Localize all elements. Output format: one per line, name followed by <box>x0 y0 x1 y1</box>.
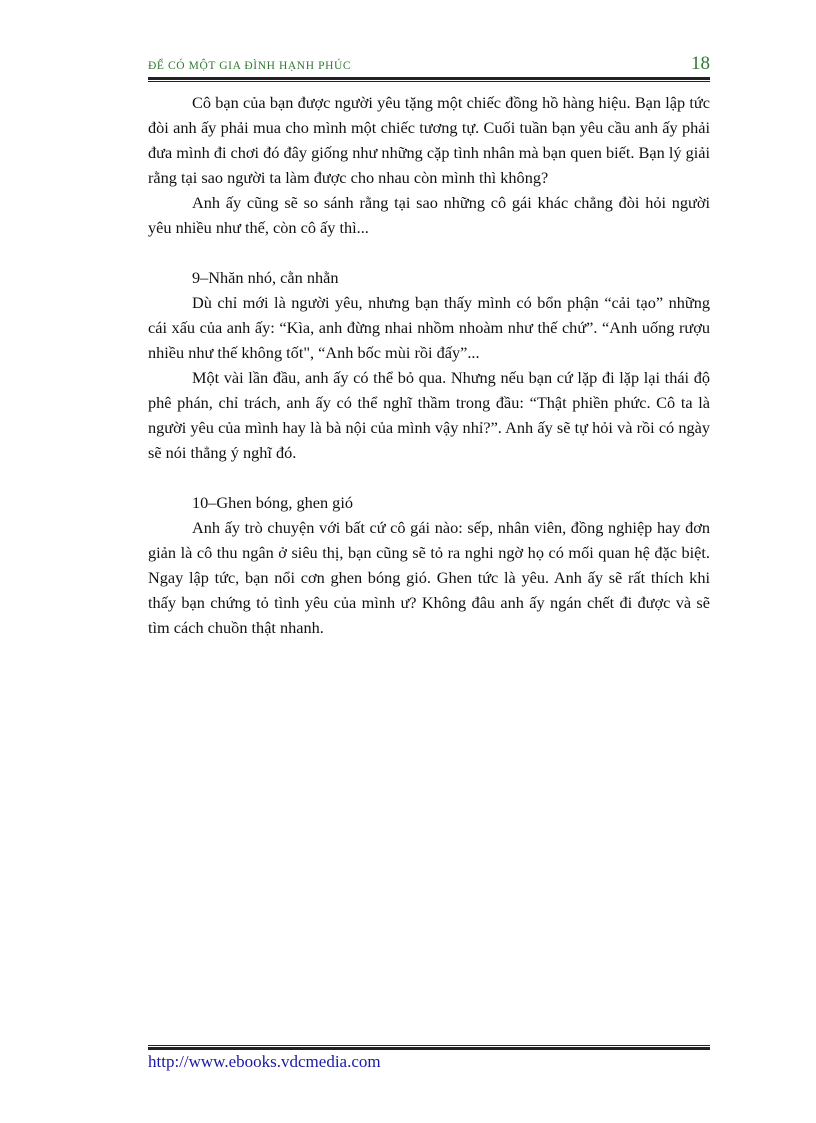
body-paragraph: Anh ấy cũng sẽ so sánh rằng tại sao những cô gái khác chẳng đòi hỏi người yêu nhiều như thế, còn cô ấy thì... <box>148 193 710 237</box>
page-body <box>148 90 710 640</box>
footer-url-link[interactable]: http://www.ebooks.vdcmedia.com <box>148 1052 381 1071</box>
footer-divider <box>148 1045 710 1050</box>
body-paragraph: Cô bạn của bạn được người yêu tặng một chiếc đồng hồ hàng hiệu. Bạn lập tức đòi anh ấy phải mua cho mình một chiếc tương tự. Cuối tuần bạn yêu cầu anh ấy phải đưa mình đi chơi đó đây giống như những cặp tình nhân mà bạn quen biết. Bạn lý giải rằng tại sao người ta làm được cho nhau còn mình thì không? <box>148 93 710 187</box>
running-title: ĐỂ CÓ MỘT GIA ĐÌNH HẠNH PHÚC <box>148 60 352 72</box>
header-divider <box>148 77 710 82</box>
page-header <box>148 50 710 78</box>
page-number: 18 <box>691 53 710 74</box>
body-paragraph: Một vài lần đầu, anh ấy có thể bỏ qua. Nhưng nếu bạn cứ lặp đi lặp lại thái độ phê phán, chỉ trách, anh ấy có thể nghĩ thầm trong đầu: “Thật phiền phức. Cô ta là người yêu của mình hay là bà nội của mình vậy nhỉ?”. Anh ấy sẽ tự hỏi và rồi có ngày sẽ nói thẳng ý nghĩ đó. <box>148 368 710 462</box>
section-heading: 9–Nhăn nhó, cằn nhằn <box>192 268 339 287</box>
body-paragraph: Dù chỉ mới là người yêu, nhưng bạn thấy mình có bổn phận “cải tạo” những cái xấu của anh ấy: “Kìa, anh đừng nhai nhồm nhoàm như thế chứ”. “Anh uống rượu nhiều như thế không tốt", “Anh bốc mùi rồi đấy”... <box>148 293 710 362</box>
body-paragraph: Anh ấy trò chuyện với bất cứ cô gái nào: sếp, nhân viên, đồng nghiệp hay đơn giản là cô thu ngân ở siêu thị, bạn cũng sẽ tỏ ra nghi ngờ họ có mối quan hệ đặc biệt. Ngay lập tức, bạn nổi cơn ghen bóng gió. Ghen tức là yêu. Anh ấy sẽ rất thích khi thấy bạn chứng tỏ tình yêu của mình ư? Không đâu anh ấy ngán chết đi được và sẽ tìm cách chuồn thật nhanh. <box>148 518 710 637</box>
section-heading: 10–Ghen bóng, ghen gió <box>192 493 353 512</box>
